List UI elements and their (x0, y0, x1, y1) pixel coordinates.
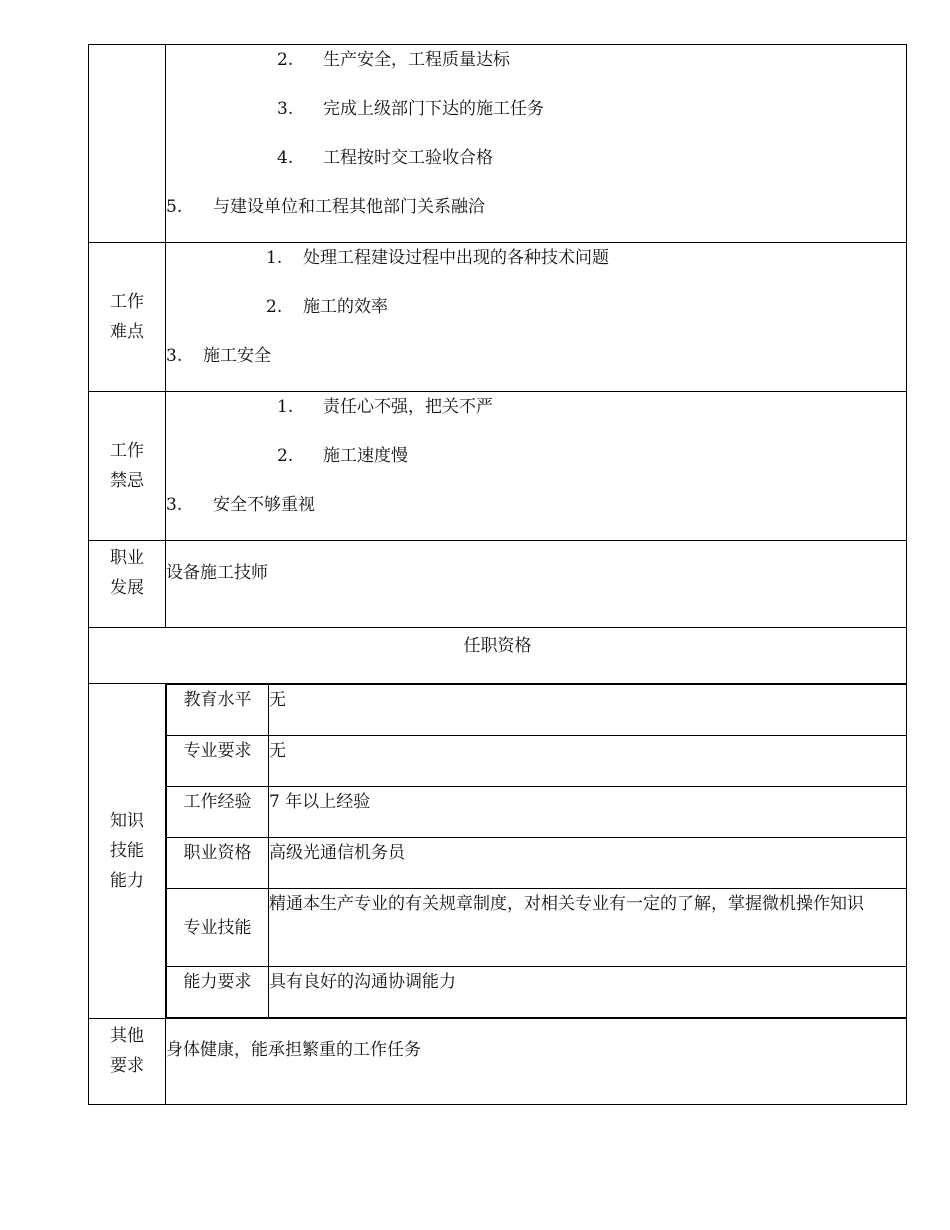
job-description-table (88, 44, 907, 1105)
qualification-name: 专业技能 (167, 889, 269, 967)
qualification-value: 具有良好的沟通协调能力 (269, 967, 907, 1018)
item-number: 3. (166, 495, 183, 515)
item-text: 生产安全，工程质量达标 (323, 50, 510, 70)
qualifications-heading: 任职资格 (89, 628, 907, 684)
career-text: 设备施工技师 (166, 563, 268, 583)
taboos-row (89, 392, 907, 541)
table-row (167, 889, 907, 967)
item-number: 1. (266, 248, 283, 268)
qualification-value: 7 年以上经验 (269, 787, 907, 838)
item-number: 2. (277, 446, 294, 466)
difficulties-content (166, 243, 907, 392)
other-text: 身体健康，能承担繁重的工作任务 (166, 1019, 907, 1105)
difficulties-label: 工作 难点 (89, 243, 166, 392)
taboos-label: 工作 禁忌 (89, 392, 166, 541)
list-item (166, 441, 906, 490)
qualification-name: 能力要求 (167, 967, 269, 1018)
career-label: 职业 发展 (89, 541, 166, 628)
qualification-name: 教育水平 (167, 685, 269, 736)
table-row (167, 685, 907, 736)
qualification-value: 精通本生产专业的有关规章制度，对相关专业有一定的了解，掌握微机操作知识 (269, 889, 907, 967)
career-row (89, 541, 907, 628)
item-text: 施工速度慢 (323, 446, 408, 466)
qualification-name: 职业资格 (167, 838, 269, 889)
item-number: 1. (277, 397, 294, 417)
list-item (166, 392, 906, 441)
table-row (167, 736, 907, 787)
list-item (166, 192, 906, 241)
career-content (166, 541, 907, 628)
qualification-name: 工作经验 (167, 787, 269, 838)
list-item (166, 243, 906, 292)
item-number: 3. (277, 99, 294, 119)
table-row (167, 838, 907, 889)
taboos-content (166, 392, 907, 541)
item-text: 责任心不强，把关不严 (323, 397, 493, 417)
duties-row (89, 45, 907, 243)
list-item (166, 490, 906, 539)
other-label: 其他 要求 (89, 1019, 166, 1105)
item-text: 处理工程建设过程中出现的各种技术问题 (303, 248, 609, 268)
item-text: 完成上级部门下达的施工任务 (323, 99, 544, 119)
list-item (166, 94, 906, 143)
qualifications-content (166, 684, 907, 1019)
qualification-value: 无 (269, 736, 907, 787)
item-text: 与建设单位和工程其他部门关系融洽 (213, 197, 485, 217)
item-text: 工程按时交工验收合格 (323, 148, 493, 168)
qualifications-table (166, 684, 907, 1018)
duties-label-cell (89, 45, 166, 243)
qualification-name: 专业要求 (167, 736, 269, 787)
item-number: 2. (266, 297, 283, 317)
item-number: 3. (166, 346, 183, 366)
item-text: 安全不够重视 (213, 495, 315, 515)
list-item (166, 45, 906, 94)
difficulties-row (89, 243, 907, 392)
qualification-value: 高级光通信机务员 (269, 838, 907, 889)
table-row (167, 787, 907, 838)
item-number: 5. (166, 197, 183, 217)
list-item (166, 341, 906, 390)
qualifications-label: 知识 技能 能力 (89, 684, 166, 1019)
qualifications-heading-row (89, 628, 907, 684)
other-row (89, 1019, 907, 1105)
qualification-value: 无 (269, 685, 907, 736)
qualifications-row (89, 684, 907, 1019)
list-item (166, 292, 906, 341)
item-number: 4. (277, 148, 294, 168)
item-text: 施工的效率 (303, 297, 388, 317)
table-row (167, 967, 907, 1018)
duties-content (166, 45, 907, 243)
item-text: 施工安全 (203, 346, 271, 366)
item-number: 2. (277, 50, 294, 70)
list-item (166, 143, 906, 192)
